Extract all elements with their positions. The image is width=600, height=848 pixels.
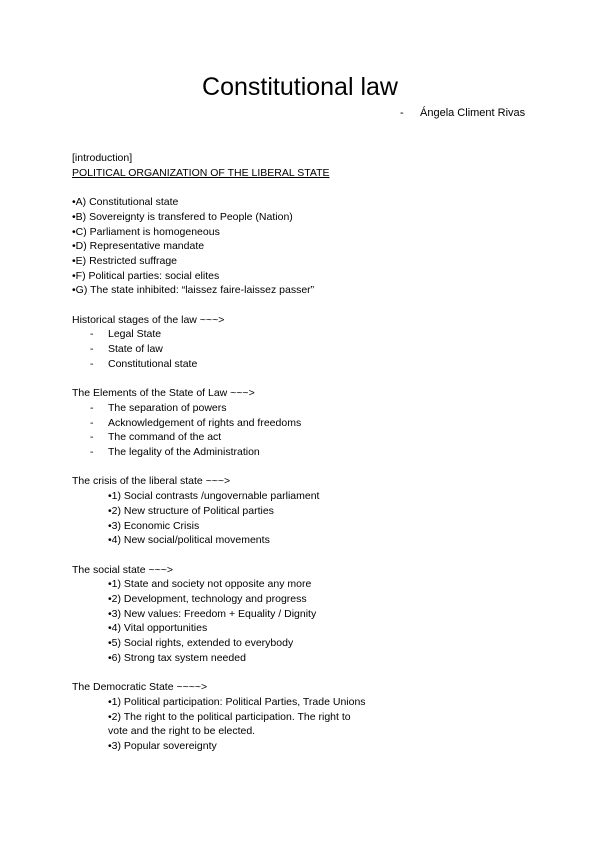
list-item: •2) New structure of Political parties [108, 504, 274, 517]
list-item: •E) Restricted suffrage [72, 254, 178, 267]
author-line [400, 106, 525, 120]
elements-heading: The Elements of the State of Law ~~~> [72, 387, 255, 400]
list-item: - Constitutional state [90, 357, 198, 370]
list-item: •1) Social contrasts /ungovernable parliament [108, 490, 320, 503]
author-dash: - [400, 107, 404, 119]
crisis-heading: The crisis of the liberal state ~~~> [72, 475, 231, 488]
democratic-list [72, 695, 532, 754]
section-heading: POLITICAL ORGANIZATION OF THE LIBERAL STATE [72, 166, 330, 179]
list-item: •3) Economic Crisis [108, 519, 200, 532]
list-item: •A) Constitutional state [72, 196, 179, 209]
document-title: Constitutional law [202, 73, 398, 101]
elements-list [72, 401, 532, 460]
social-heading: The social state ~~~> [72, 563, 173, 576]
historical-heading: Historical stages of the law ~~~> [72, 313, 225, 326]
list-item: •4) Vital opportunities [108, 622, 208, 635]
list-item: •1) Political participation: Political Parties, Trade Unions [108, 695, 366, 708]
list-item: •F) Political parties: social elites [72, 269, 220, 282]
list-item: •4) New social/political movements [108, 534, 270, 547]
author-name: Ángela Climent Rivas [420, 107, 526, 119]
democratic-heading: The Democratic State ~~~~> [72, 681, 208, 694]
historical-list [72, 327, 532, 371]
list-item: •1) State and society not opposite any more [108, 578, 312, 591]
features-list [72, 195, 532, 298]
intro-tag: [introduction] [72, 152, 133, 164]
crisis-list [72, 489, 532, 548]
list-item: •5) Social rights, extended to everybody [108, 637, 294, 650]
list-item: - The separation of powers [90, 401, 227, 414]
list-item: •D) Representative mandate [72, 240, 205, 253]
list-item: - The legality of the Administration [90, 446, 260, 459]
document-body [72, 151, 532, 754]
list-item: - Legal State [90, 328, 162, 341]
list-item: •3) New values: Freedom + Equality / Dignity [108, 607, 317, 620]
list-item: - The command of the act [90, 431, 222, 444]
social-list [72, 577, 532, 665]
list-item: •6) Strong tax system needed [108, 651, 246, 664]
list-item: •2) The right to the political participation. The right to vote and the right to be elected. [108, 710, 351, 738]
list-item: •G) The state inhibited: “laissez faire-laissez passer” [72, 284, 315, 297]
list-item: •C) Parliament is homogeneous [72, 225, 220, 238]
list-item: •2) Development, technology and progress [108, 593, 307, 606]
list-item: - Acknowledgement of rights and freedoms [90, 416, 302, 429]
list-item: •3) Popular sovereignty [108, 740, 217, 753]
list-item: - State of law [90, 343, 163, 356]
list-item: •B) Sovereignty is transfered to People (Nation) [72, 210, 293, 223]
